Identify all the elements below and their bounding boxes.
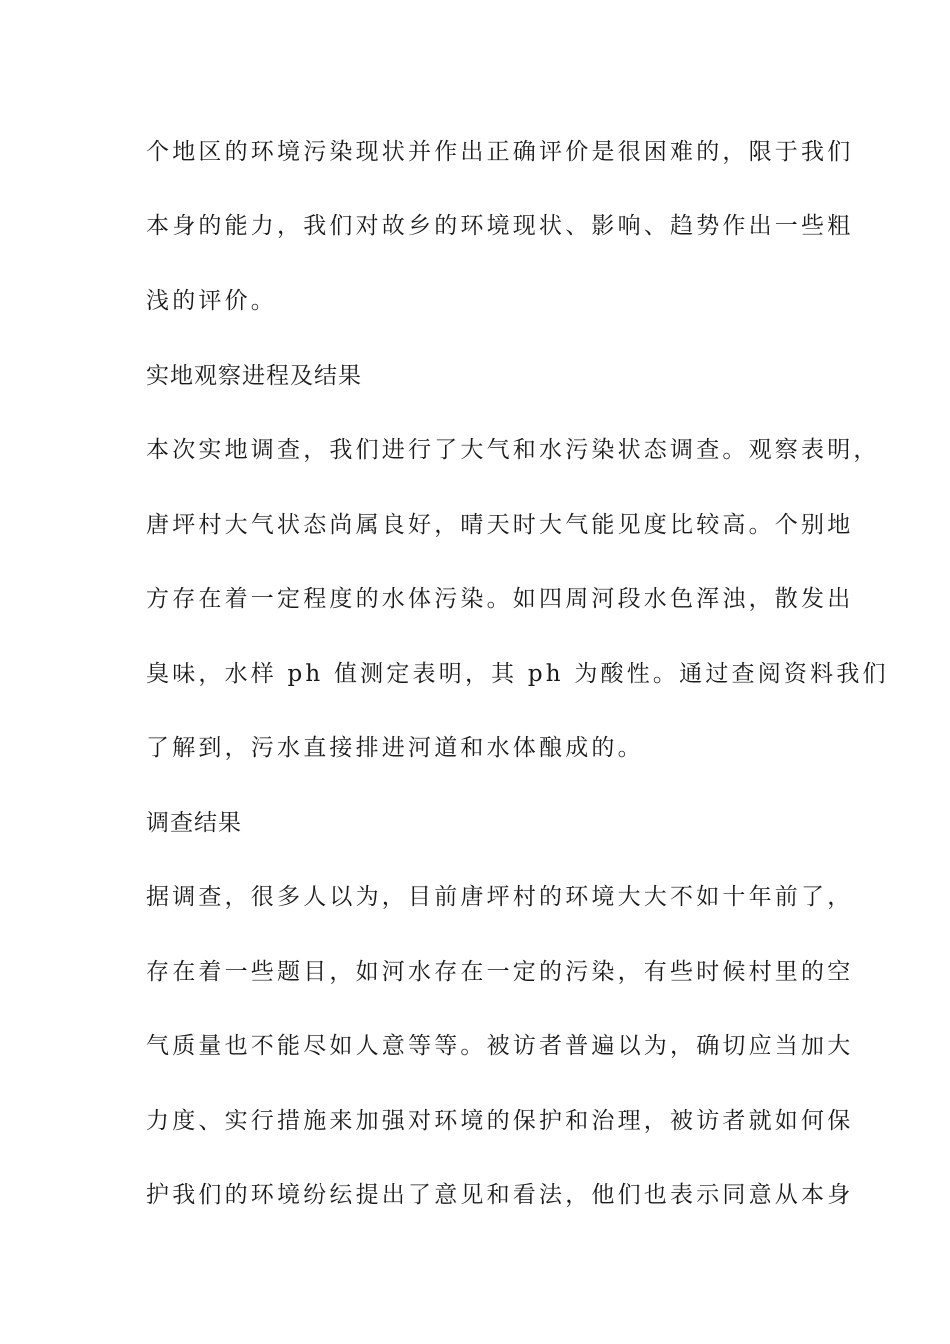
- section-heading: 调查结果: [146, 810, 242, 836]
- body-text-line: 了解到，污水直接排进河道和水体酿成的。: [146, 735, 644, 761]
- body-text-line: 力度、实行措施来加强对环境的保护和治理，被访者就如何保: [146, 1108, 854, 1134]
- body-text-line: 本身的能力，我们对故乡的环境现状、影响、趋势作出一些粗: [146, 213, 854, 239]
- body-text-line: 方存在着一定程度的水体污染。如四周河段水色浑浊，散发出: [146, 586, 854, 612]
- body-text-line: 本次实地调查，我们进行了大气和水污染状态调查。观察表明，: [146, 437, 880, 463]
- body-text-line: 护我们的环境纷纭提出了意见和看法，他们也表示同意从本身: [146, 1182, 854, 1208]
- body-text-line: 臭味，水样 ph 值测定表明，其 ph 为酸性。通过查阅资料我们: [146, 661, 889, 687]
- body-text-line: 存在着一些题目，如河水存在一定的污染，有些时候村里的空: [146, 959, 854, 985]
- body-text-line: 据调查，很多人以为，目前唐坪村的环境大大不如十年前了，: [146, 884, 854, 910]
- section-heading: 实地观察进程及结果: [146, 363, 362, 389]
- body-text-line: 气质量也不能尽如人意等等。被访者普遍以为，确切应当加大: [146, 1033, 854, 1059]
- body-text-line: 个地区的环境污染现状并作出正确评价是很困难的，限于我们: [146, 139, 854, 165]
- body-text-line: 浅的评价。: [146, 288, 277, 314]
- body-text-line: 唐坪村大气状态尚属良好，晴天时大气能见度比较高。个别地: [146, 512, 854, 538]
